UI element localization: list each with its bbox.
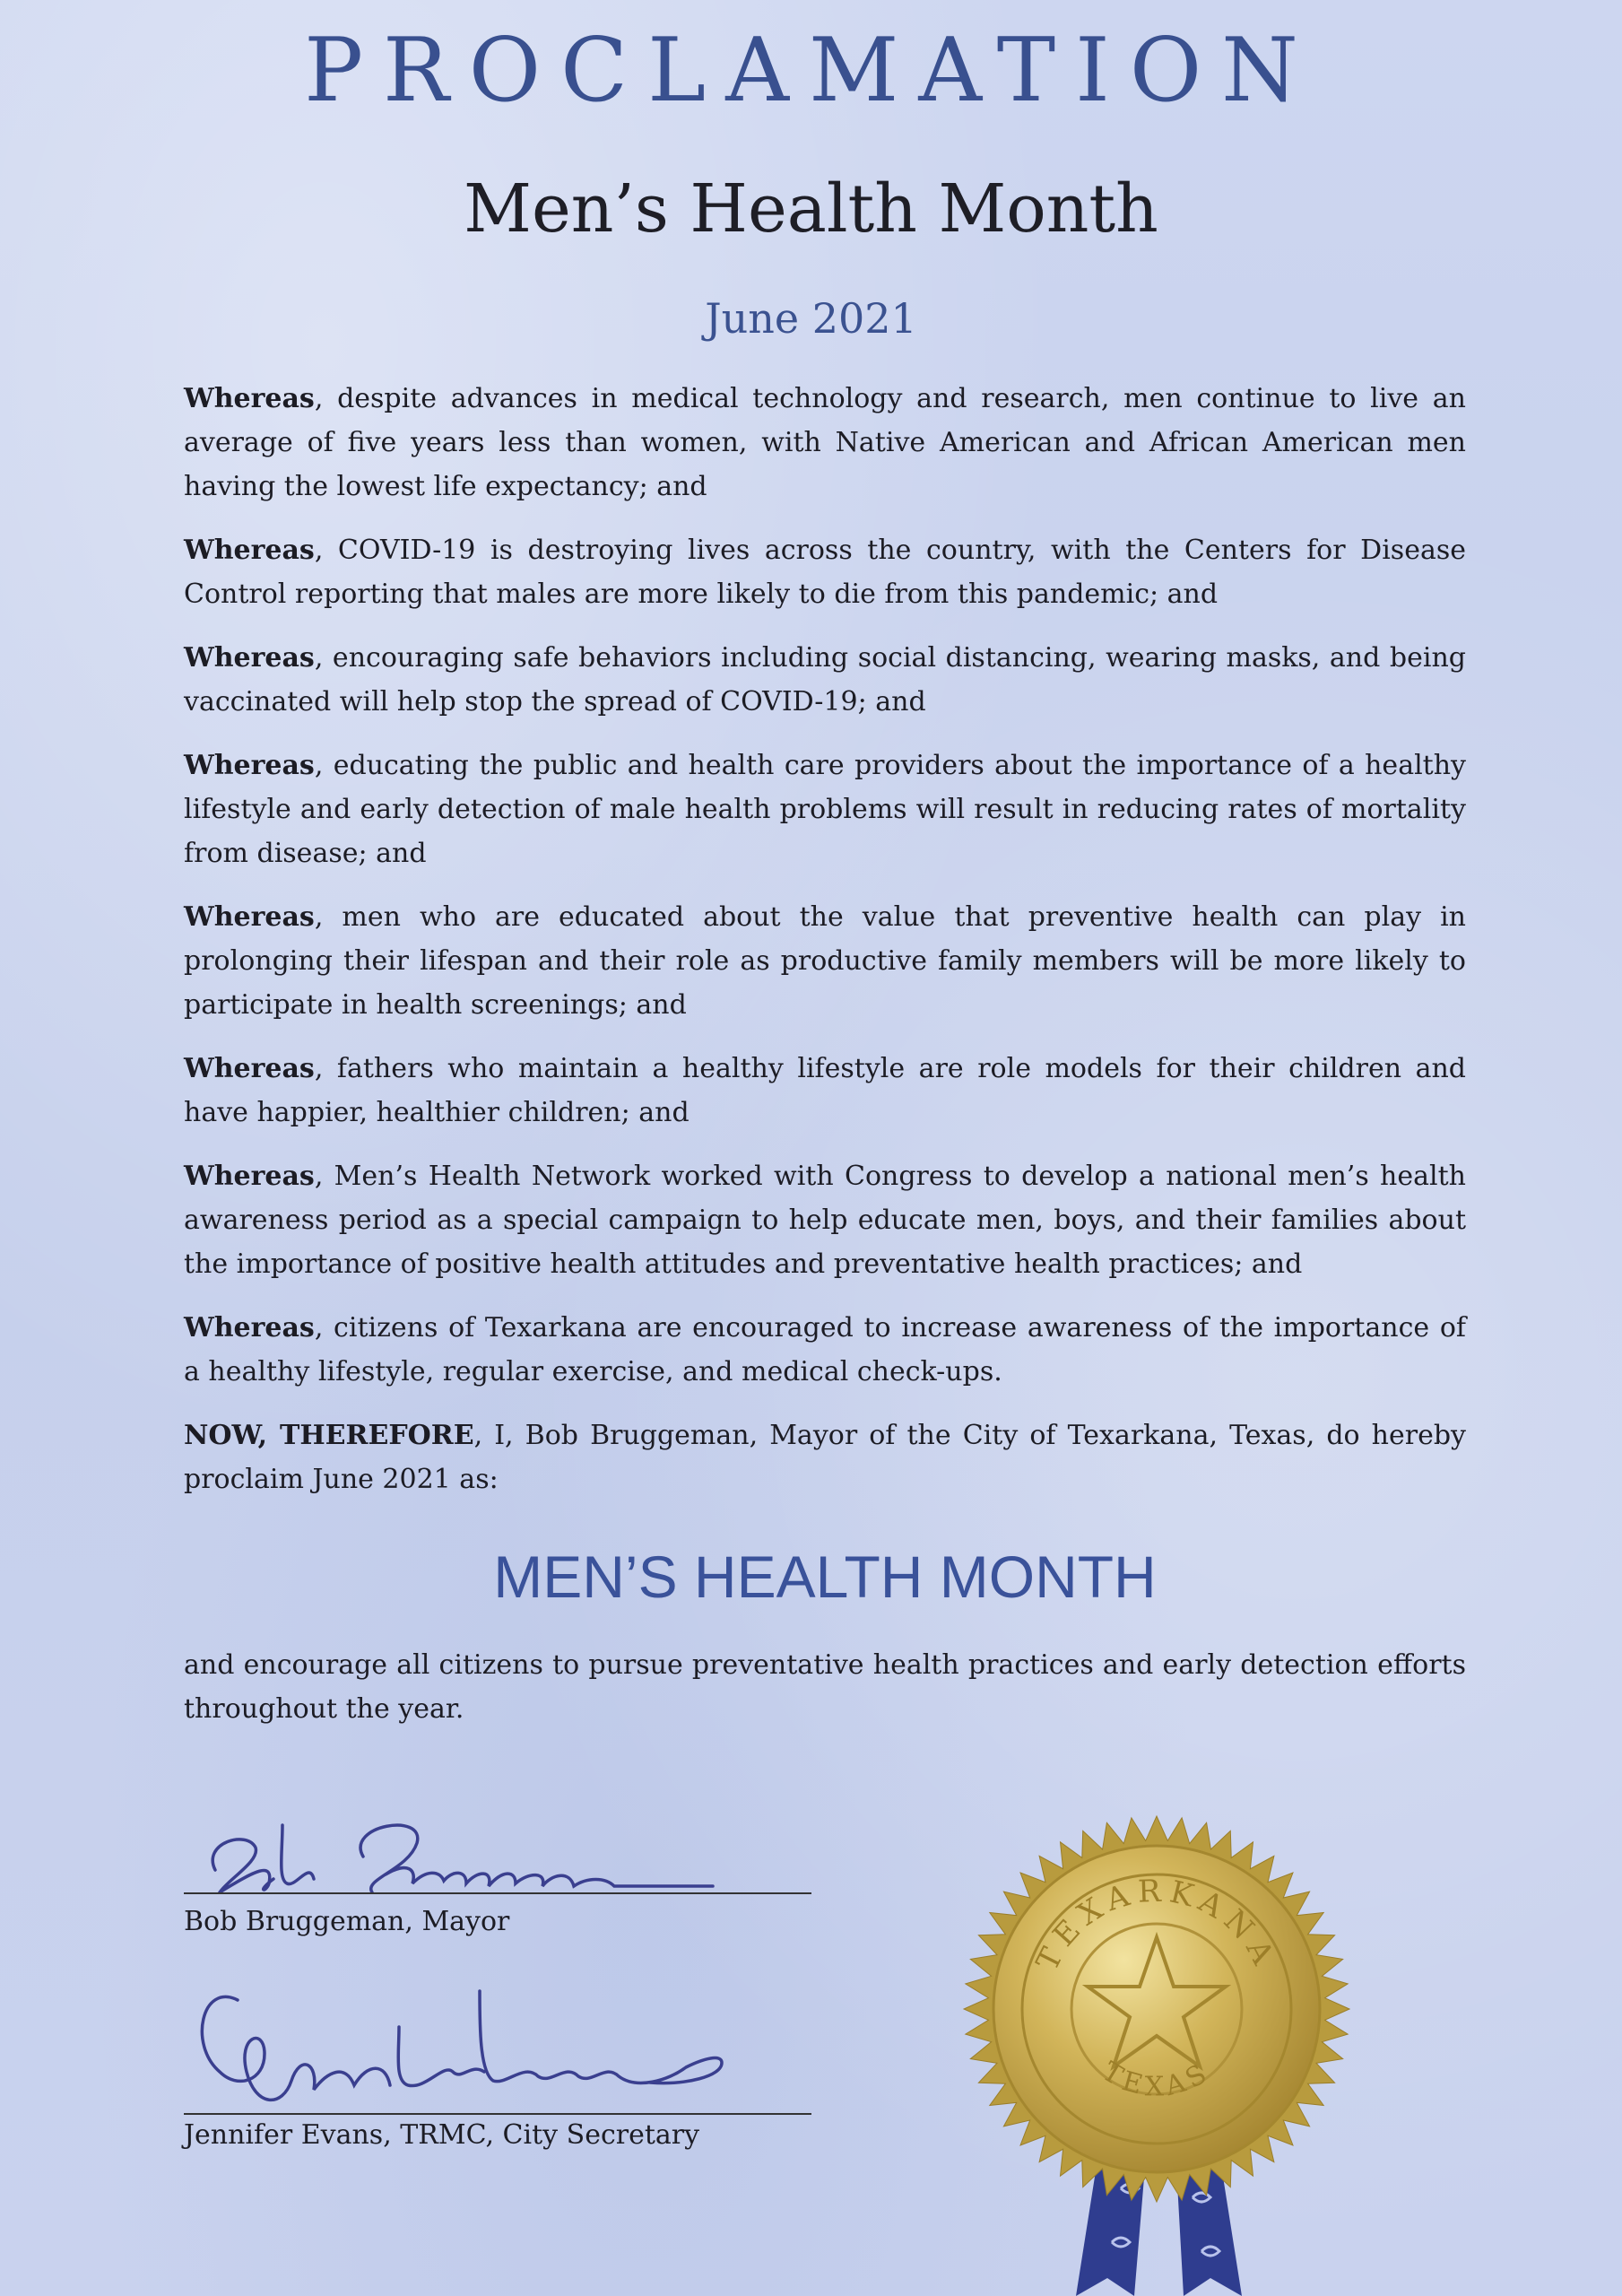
- whereas-paragraph: [184, 636, 1466, 724]
- paragraph-lead: Whereas: [184, 1053, 315, 1084]
- whereas-paragraph: [184, 895, 1466, 1027]
- paragraph-lead: Whereas: [184, 750, 315, 781]
- declaration-heading: MEN’S HEALTH MONTH: [493, 1544, 1157, 1610]
- star-seal-icon: [950, 1803, 1363, 2296]
- paragraph-lead: Whereas: [184, 642, 315, 674]
- seal-top-text: TEXARKANA: [1029, 1873, 1284, 1977]
- document-date: June 2021: [705, 294, 917, 343]
- paragraph-lead: Whereas: [184, 383, 315, 414]
- paragraph-text: , Men’s Health Network worked with Congress to develop a national men’s health awareness period as a special campaign to help educate men, boys, and their families about the importance of positive health attitudes and preventative health practices; and: [184, 1161, 1466, 1280]
- paragraph-lead: Whereas: [184, 1312, 315, 1344]
- secretary-signature-icon: [184, 1973, 829, 2126]
- whereas-paragraph: [184, 1306, 1466, 1394]
- whereas-paragraph: [184, 1047, 1466, 1135]
- closing-paragraph: and encourage all citizens to pursue preventative health practices and early detection efforts throughout the year.: [184, 1649, 1466, 1725]
- paragraph-lead: Whereas: [184, 901, 315, 933]
- paragraph-lead: Whereas: [184, 535, 315, 566]
- mayor-signature-icon: [193, 1807, 820, 1906]
- whereas-paragraph: [184, 1154, 1466, 1286]
- paragraph-text: , citizens of Texarkana are encouraged to increase awareness of the importance of a healthy lifestyle, regular exercise, and medical check-ups.: [184, 1312, 1466, 1387]
- paragraph-text: , educating the public and health care providers about the importance of a healthy lifestyle and early detection of male health problems will result in reducing rates of mortality from disease; and: [184, 750, 1466, 869]
- whereas-paragraph: [184, 744, 1466, 875]
- whereas-paragraph: [184, 528, 1466, 616]
- paragraph-text: , men who are educated about the value that preventive health can play in prolonging their lifespan and their role as productive family members will be more likely to participate in health screenings; and: [184, 901, 1466, 1021]
- mayor-signature-line: [184, 1892, 811, 1894]
- document-subtitle: Men’s Health Month: [464, 170, 1158, 248]
- document-title: PROCLAMATION: [304, 20, 1318, 122]
- secretary-signature-label: Jennifer Evans, TRMC, City Secretary: [184, 2119, 700, 2151]
- paragraph-text: , COVID-19 is destroying lives across the country, with the Centers for Disease Control reporting that males are more likely to die from this pandemic; and: [184, 535, 1466, 610]
- mayor-signature-label: Bob Bruggeman, Mayor: [184, 1906, 510, 1937]
- proclamation-body: [184, 377, 1466, 1751]
- paragraph-text: , despite advances in medical technology and research, men continue to live an average of five years less than women, with Native American and African American men having the lowest life expectancy; and: [184, 383, 1466, 502]
- paragraph-text: , fathers who maintain a healthy lifestyle are role models for their children and have happier, healthier children; and: [184, 1053, 1466, 1128]
- paragraph-text: , encouraging safe behaviors including social distancing, wearing masks, and being vaccinated will help stop the spread of COVID-19; and: [184, 642, 1466, 718]
- therefore-paragraph: [184, 1413, 1466, 1501]
- paragraph-lead: Whereas: [184, 1161, 315, 1192]
- whereas-paragraph: [184, 377, 1466, 509]
- seal-bottom-text: TEXAS: [1097, 2056, 1217, 2103]
- paragraph-text: , I, Bob Bruggeman, Mayor of the City of Texarkana, Texas, do hereby proclaim June 2021 as:: [184, 1420, 1466, 1495]
- paragraph-lead: NOW, THEREFORE: [184, 1420, 474, 1451]
- secretary-signature-line: [184, 2113, 811, 2115]
